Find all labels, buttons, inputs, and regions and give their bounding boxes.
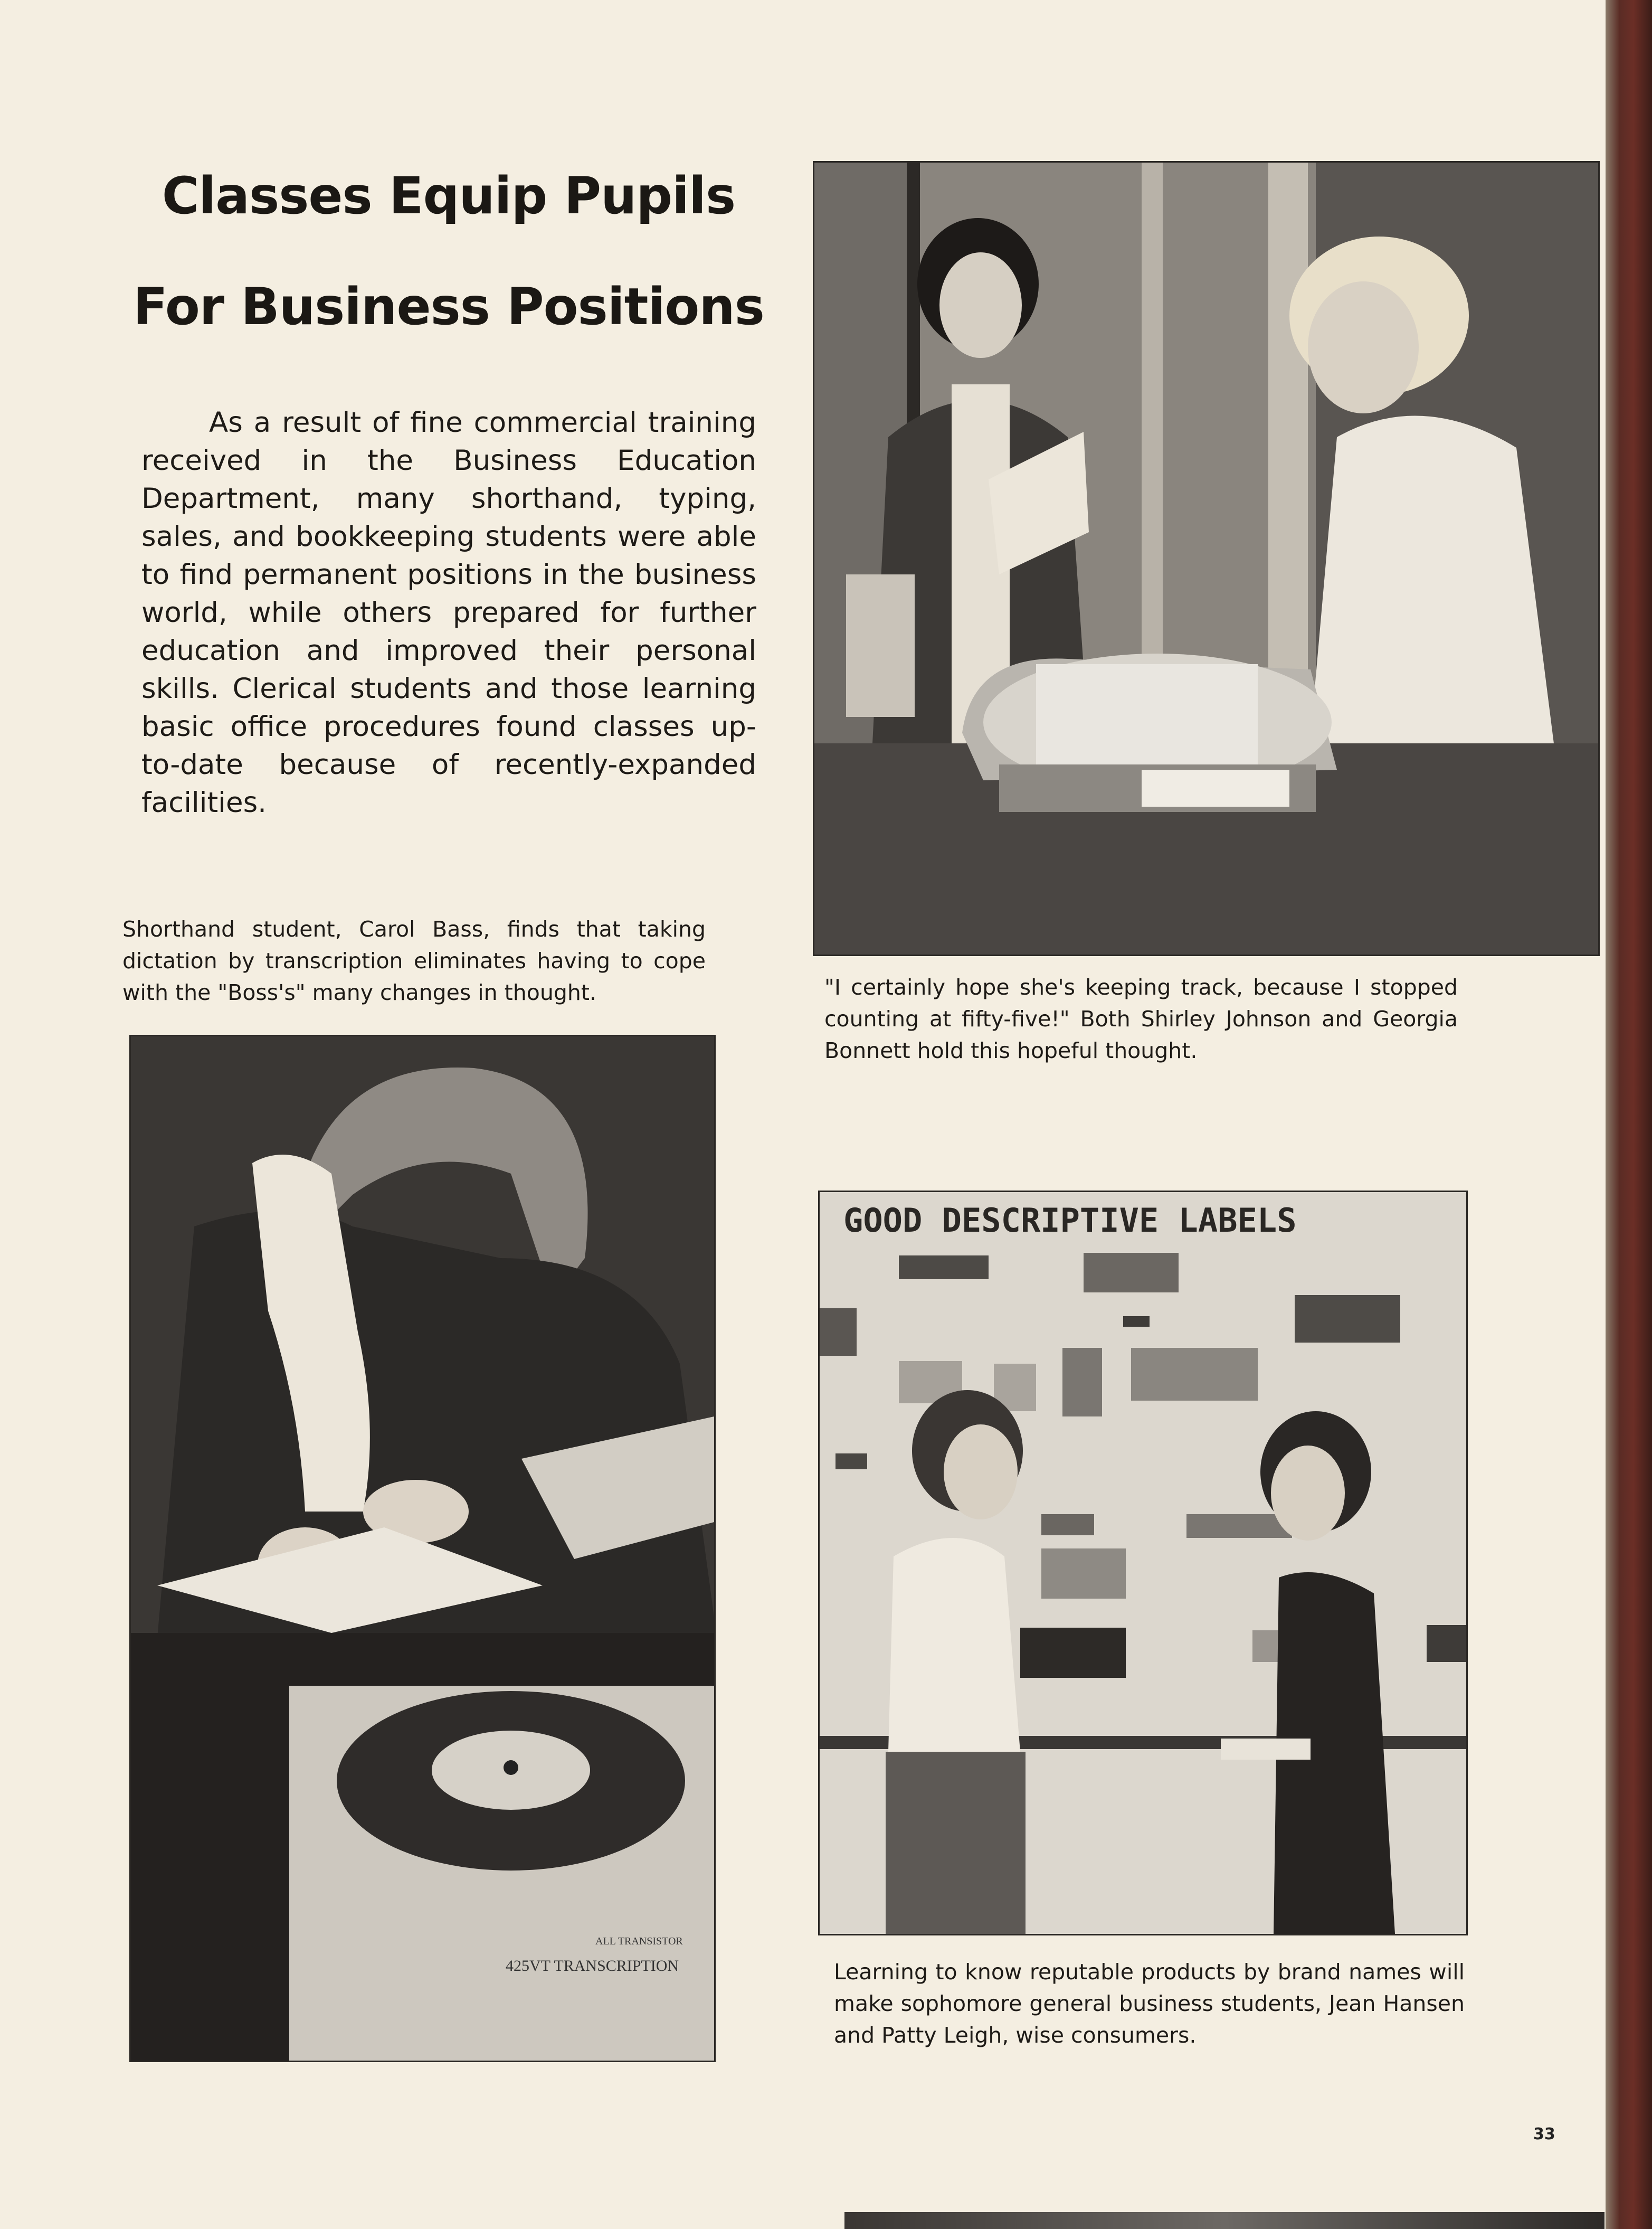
photo-duplicating-machine <box>813 161 1600 956</box>
photo-labels-illustration <box>820 1192 1466 1934</box>
photo-labels-bulletin-board <box>818 1191 1468 1935</box>
bulletin-board-heading: GOOD DESCRIPTIVE LABELS <box>843 1201 1297 1240</box>
transcriber-sublabel: ALL TRANSISTOR <box>595 1935 683 1947</box>
photo-dictation-illustration <box>131 1036 714 2061</box>
photo-duplicating-machine-illustration <box>814 163 1598 955</box>
photo-dictation-transcriber <box>129 1035 716 2062</box>
transcriber-model-label: 425VT TRANSCRIPTION <box>506 1957 679 1975</box>
page-title-line-2: For Business Positions <box>133 277 764 336</box>
book-binding-edge <box>1606 0 1652 2229</box>
caption-duplicating-machine: "I certainly hope she's keeping track, because I stopped counting at fifty-five!" Both Shirley Johnson and Georgia Bonnett hold this hopeful thought. <box>824 975 1458 1063</box>
article-body: As a result of fine commercial training received in the Business Education Department, many shorthand, typing, sales, and bookkeeping students were able to find permanent positions in the business world, while others prepared for further education and improved their personal skills. Clerical students and those learning basic office procedures found classes up-to-date because of recently-expanded facilities. <box>141 407 756 819</box>
caption-labels: Learning to know reputable products by brand names will make sophomore general business students, Jean Hansen and Patty Leigh, wise consumers. <box>834 1959 1465 2048</box>
page-title-line-1: Classes Equip Pupils <box>162 166 736 225</box>
bottom-edge-strip <box>844 2212 1604 2229</box>
caption-shorthand: Shorthand student, Carol Bass, finds that taking dictation by transcription eliminates having to cope with the "Boss's" many changes in thought. <box>122 917 706 1005</box>
page-number: 33 <box>1533 2125 1555 2143</box>
